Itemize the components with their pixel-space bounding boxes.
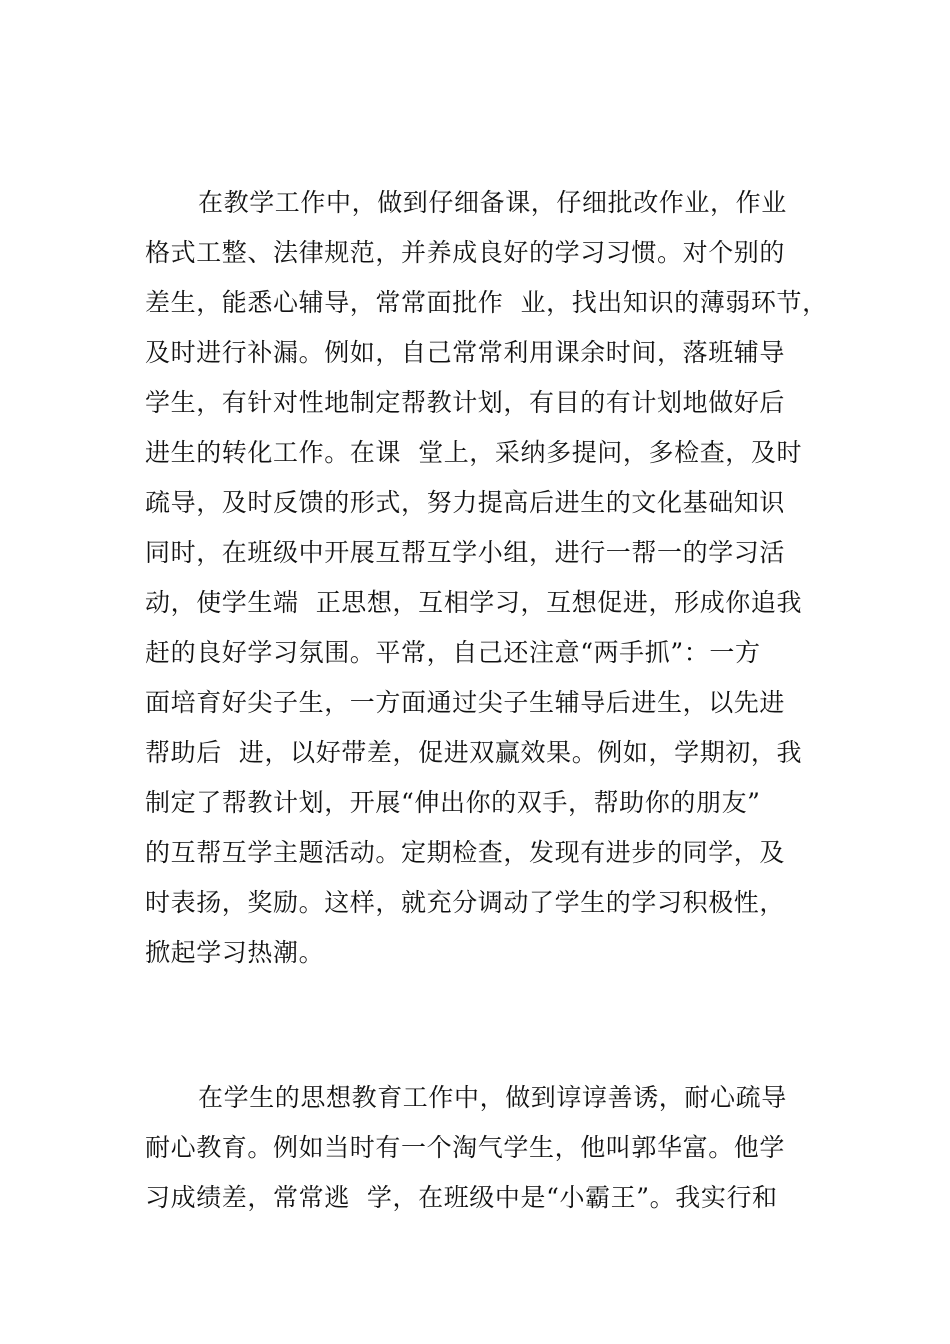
text-line: 掀起学习热潮。 [145,938,325,967]
text-line: 差生，能悉心辅导，常常面批作 业，找出知识的薄弱环节， [145,288,828,317]
text-line: 及时进行补漏。例如，自己常常利用课余时间，落班辅导 [145,338,786,367]
text-line: 帮助后 进，以好带差，促进双赢效果。例如，学期初，我 [145,738,803,767]
text-line: 习成绩差，常常逃 学，在班级中是“小霸王”。我实行和 [145,1183,778,1212]
text-line: 的互帮互学主题活动。定期检查，发现有进步的同学，及 [145,838,786,867]
text-line: 进生的转化工作。在课 堂上，采纳多提问，多检查，及时 [145,438,803,467]
text-line: 动，使学生端 正思想，互相学习，互想促进，形成你追我 [145,588,803,617]
text-line: 面培育好尖子生，一方面通过尖子生辅导后进生，以先进 [145,688,786,717]
text-line: 在学生的思想教育工作中，做到谆谆善诱，耐心疏导 [198,1083,787,1112]
text-line: 赶的良好学习氛围。平常，自己还注意“两手抓”：一方 [145,638,761,667]
text-line: 同时，在班级中开展互帮互学小组，进行一帮一的学习活 [145,538,786,567]
text-line: 制定了帮教计划，开展“伸出你的双手，帮助你的朋友” [145,788,761,817]
text-line: 学生，有针对性地制定帮教计划，有目的有计划地做好后 [145,388,786,417]
text-line: 疏导，及时反馈的形式，努力提高后进生的文化基础知识 [145,488,786,517]
paragraph-teaching-work [145,178,828,978]
text-line: 在教学工作中，做到仔细备课，仔细批改作业，作业 [198,188,787,217]
text-line: 耐心教育。例如当时有一个淘气学生，他叫郭华富。他学 [145,1133,786,1162]
paragraph-ideological-education [145,1073,825,1223]
text-line: 格式工整、法律规范，并养成良好的学习习惯。对个别的 [145,238,786,267]
text-line: 时表扬，奖励。这样，就充分调动了学生的学习积极性， [145,888,786,917]
